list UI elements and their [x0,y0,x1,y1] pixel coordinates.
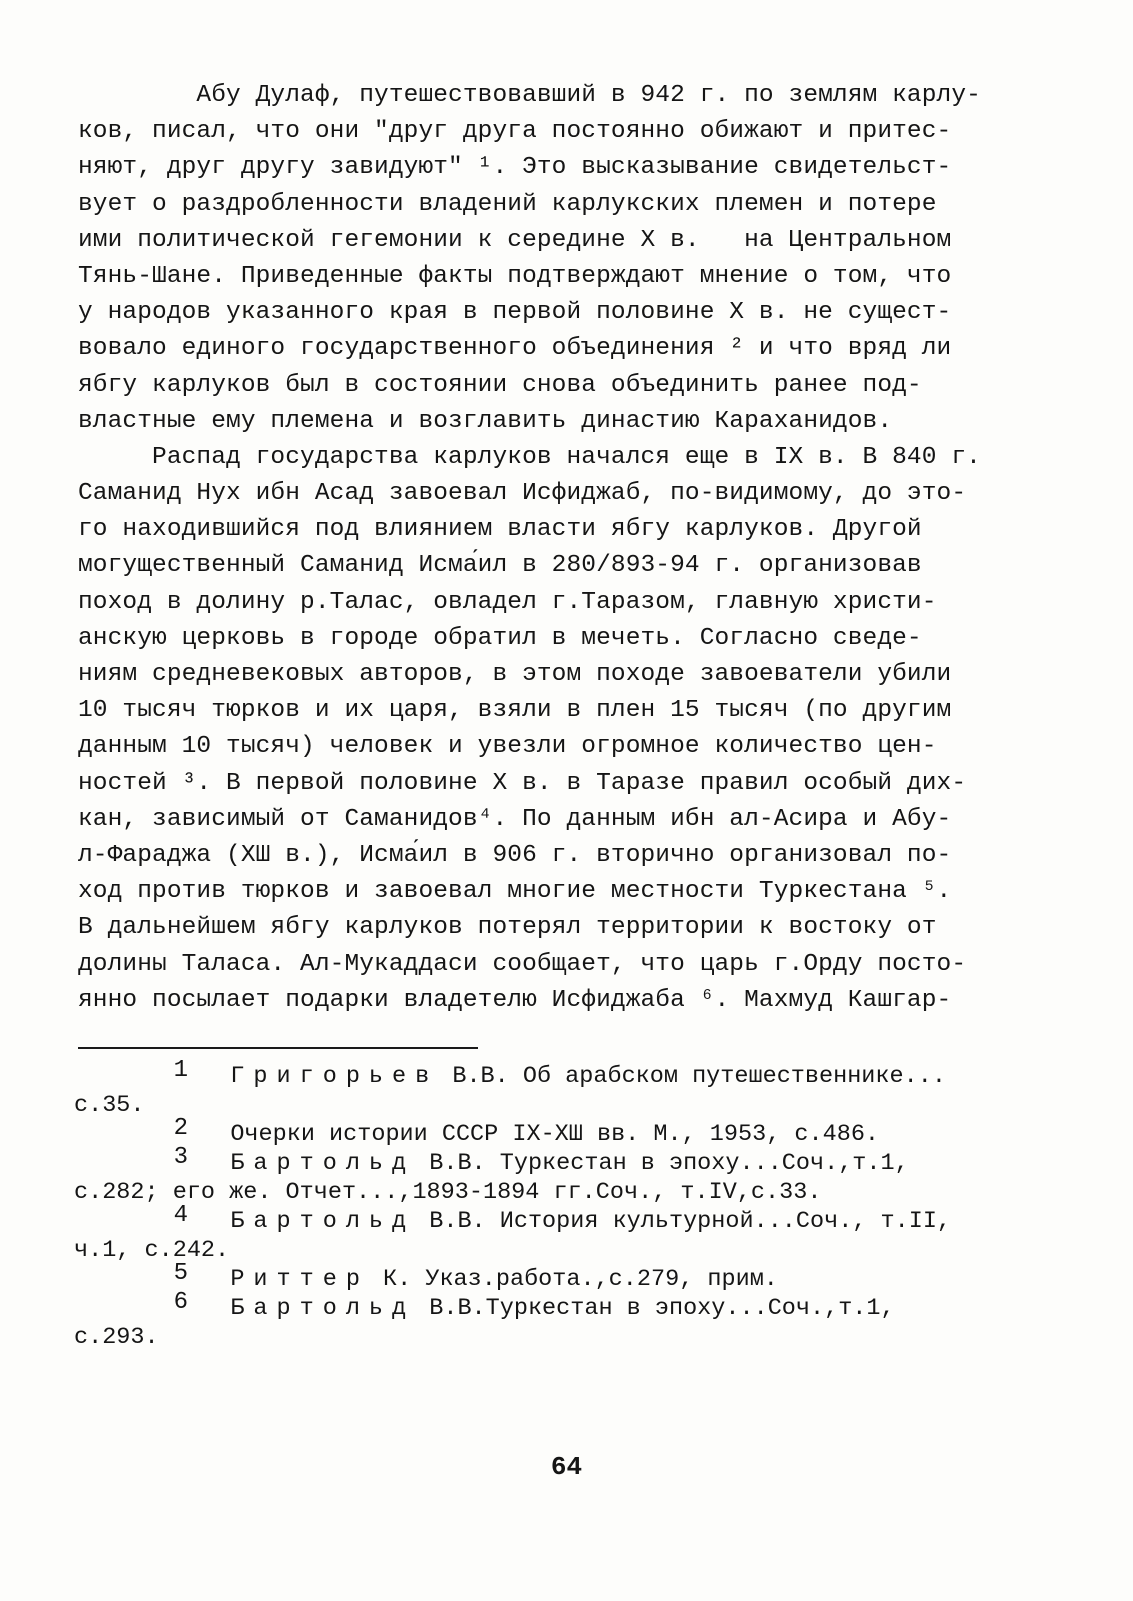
footnote-text: В.В. Об арабском путешественнике... [438,1063,946,1090]
text-line: ниям средневековых авторов, в этом походе завоеватели убили [78,661,952,688]
footnote-continuation: с.35. [74,1092,145,1119]
text-line: ков, писал, что они "друг друга постоянно обижают и притес- [78,118,952,146]
footnote-continuation: ч.1, с.242. [74,1237,230,1264]
footnote-text: В.В. История культурной...Соч., т.II, [415,1208,952,1235]
text-line: го находившийся под влиянием власти ябгу карлуков. Другой [78,516,922,544]
footnote-number: 3 [173,1144,188,1171]
footnote-5 [74,1260,1074,1294]
footnote-4 [74,1202,1074,1236]
footnote-continuation: с.282; его же. Отчет...,1893-1894 гг.Соч., т.IV,с.33. [74,1179,822,1206]
footnote-text: В.В.Туркестан в эпоху...Соч.,т.1, [415,1295,895,1322]
footnote-6 [74,1289,1074,1323]
footnote-3 [74,1144,1074,1178]
text-line: у народов указанного края в первой половине Х в. не сущест- [78,299,952,327]
main-text [78,78,1068,1019]
text-line: властные ему племена и возглавить династию Караханидов. [78,407,893,435]
text-line: ход против тюрков и завоевал многие местности Туркестана ⁵. [78,878,952,906]
text-line: Саманид Нух ибн Асад завоевал Исфиджаб, по-видимому, до это- [78,480,967,508]
footnote-author: Бартольд [230,1150,416,1177]
footnote-number: 5 [173,1260,188,1287]
footnote-2 [74,1115,1074,1149]
footnote-author: Бартольд [230,1295,416,1322]
text-line: вовало единого государственного объединения ² и что вряд ли [78,335,952,363]
text-line: анскую церковь в городе обратил в мечеть. Согласно сведе- [78,624,922,652]
text-line: няют, друг другу завидуют" ¹. Это высказывание свидетельст- [78,154,952,182]
text-line: вует о раздробленности владений карлукских племен и потере [78,190,937,218]
footnote-number: 4 [173,1202,188,1229]
footnotes [74,1057,1074,1352]
text-line: кан, зависимый от Саманидов⁴. По данным ибн ал-Асира и Абу- [78,805,952,833]
text-line: Тянь-Шане. Приведенные факты подтверждают мнение о том, что [78,262,952,290]
footnote-1 [74,1057,1074,1091]
text-line: ностей ³. В первой половине Х в. в Таразе правил особый дих- [78,769,967,797]
footnote-separator [78,1047,478,1049]
text-line: ими политической гегемонии к середине Х в. на Центральном [78,226,952,254]
footnote-text: Очерки истории СССР IХ-ХШ вв. М., 1953, с.486. [230,1121,880,1148]
page-number: 64 [550,1452,583,1482]
footnote-text: К. Указ.работа.,с.279, прим. [368,1266,778,1293]
footnote-author: Григорьев [230,1063,439,1090]
text-line: янно посылает подарки владетелю Исфиджаба ⁶. Махмуд Кашгар- [78,986,952,1014]
text-line: Абу Дулаф, путешествовавший в 942 г. по землям карлу- [78,82,981,109]
text-line: л-Фараджа (ХШ в.), Исма́ил в 906 г. вторично организовал по- [78,841,952,869]
footnote-number: 2 [173,1115,188,1142]
text-line: Распад государства карлуков начался еще в IХ в. В 840 г. [78,443,981,471]
text-line: могущественный Саманид Исма́ил в 280/893-94 г. организовав [78,552,922,580]
text-line: долины Таласа. Ал-Мукаддаси сообщает, что царь г.Орду посто- [78,950,967,978]
text-line: ябгу карлуков был в состоянии снова объединить ранее под- [78,371,922,399]
text-line: данным 10 тысяч) человек и увезли огромное количество цен- [78,733,937,761]
footnote-continuation: с.293. [74,1324,159,1351]
text-line: В дальнейшем ябгу карлуков потерял территории к востоку от [78,914,937,942]
text-line: 10 тысяч тюрков и их царя, взяли в плен 15 тысяч (по другим [78,697,952,725]
footnote-number: 1 [173,1057,188,1084]
footnote-text: В.В. Туркестан в эпоху...Соч.,т.1, [415,1150,909,1177]
footnote-author: Риттер [230,1266,369,1293]
text-line: поход в долину р.Талас, овладел г.Таразом, главную христи- [78,588,937,616]
footnote-author: Бартольд [230,1208,416,1235]
footnote-number: 6 [173,1289,188,1316]
